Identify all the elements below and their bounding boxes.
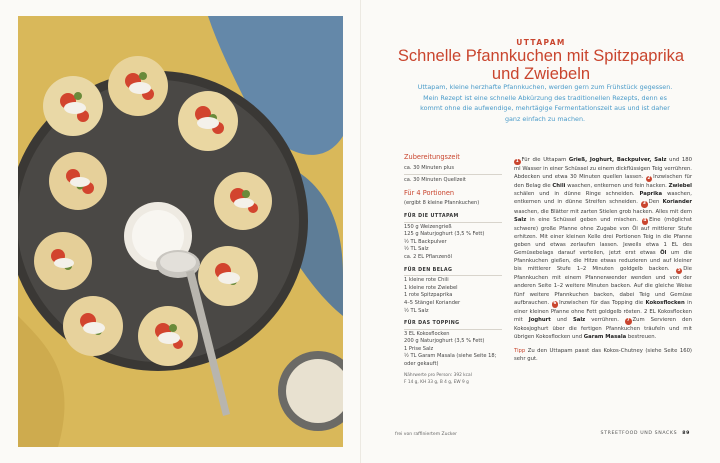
ingredient-item: ½ TL Salz xyxy=(404,246,429,253)
footer-note: frei von raffiniertem Zucker xyxy=(395,432,457,437)
step-text: Inzwischen für den Belag die xyxy=(514,174,692,190)
step-ingredient: Paprika xyxy=(639,191,663,198)
ingredient-item: 200 g Naturjoghurt (3,5 % Fett) xyxy=(404,338,485,345)
step-text: in einer kleinen Pfanne ohne Fett goldgelb rösten. 2 EL Kokosflocken mit xyxy=(514,299,693,323)
step-text: Zum Servieren den Kokosjoghurt über die fertigen Pfannkuchen träufeln und mit übrigen Kokosflocken und xyxy=(514,316,692,340)
divider xyxy=(404,174,502,175)
step-number: 4 xyxy=(643,218,647,224)
step-text: waschen, entkernen und in dünne Streifen schneiden. xyxy=(514,191,692,206)
instructions xyxy=(514,156,692,363)
step-text: Für die Uttapam xyxy=(521,157,569,163)
page-number: 89 xyxy=(682,431,690,436)
ingredient-item: ca. 2 EL Pflanzenöl xyxy=(404,253,452,260)
step-text: in eine Schüssel geben und mischen. xyxy=(526,216,642,223)
nutrition-info xyxy=(404,372,502,386)
step-ingredient: Kokosflocken xyxy=(645,299,685,306)
step-text: waschen, die Blätter mit zarten Stielen grob hacken. Alles mit dem xyxy=(514,208,692,215)
recipe-title-line1: Schnelle Pfannkuchen mit Spitzpaprika xyxy=(397,47,685,65)
ingredient-item: 3 EL Kokosflocken xyxy=(404,330,450,337)
recipe-photo xyxy=(18,16,343,447)
nutrition-line: F 14 g, KH 33 g, B 4 g, EW 9 g xyxy=(404,379,469,385)
step-text: verrühren. xyxy=(585,316,625,323)
step-ingredient: Koriander xyxy=(662,199,692,206)
step-text: und xyxy=(550,316,573,323)
step-text: Eine (möglichst schwere) große Pfanne ohne Zugabe von Öl auf mittlerer Stufe erhitzen. Mit einer kleinen Kelle drei Portionen Teig in die Pfanne geben und etwas zerlaufen lassen. Jeweils etwa 1 EL des Gemüsebelags darauf verteilen, jetzt erst etwas xyxy=(514,216,692,257)
page-gutter xyxy=(360,0,361,463)
ingredient-item: 1 Prise Salz xyxy=(404,345,434,352)
step-ingredient: Öl xyxy=(660,250,667,257)
nutrition-line: Nährwerte pro Person: 392 kcal xyxy=(404,372,472,378)
ingredient-item: ½ TL Backpulver xyxy=(404,238,447,245)
ingredient-item: ½ TL Salz xyxy=(404,307,429,314)
step-text: Die Pfannkuchen mit einem Pfannenwender wenden und von der anderen Seite 1–2 weitere Minuten backen. Auf die gleiche Weise fünf weitere Pfannkuchen backen, dabei Teig und Gemüse aufbrauchen. xyxy=(514,266,692,306)
step-ingredient: Salz xyxy=(572,316,586,323)
step-text: schälen und in dünne Ringe schneiden. xyxy=(514,191,640,198)
running-footer xyxy=(571,431,690,436)
ingredients-sidebar xyxy=(404,154,502,386)
step-number: 7 xyxy=(626,318,630,324)
step-ingredient: Grieß, Joghurt, Backpulver, Salz xyxy=(568,157,667,163)
portion-heading: Für 4 Portionen xyxy=(404,188,455,197)
step-number: 2 xyxy=(647,175,651,181)
prep-line: ca. 30 Minuten plus xyxy=(404,164,455,171)
step-text: Inzwischen für das Topping die xyxy=(559,299,646,306)
step-number: 5 xyxy=(677,267,681,273)
step-ingredient: Salz xyxy=(514,216,527,223)
step-text: um die Pfannkuchen gießen, die Hitze etwas reduzieren und auf kleiner bis mittlerer Stufe 1–2 Minuten goldgelb backen. xyxy=(514,250,692,273)
ingredient-section-title: FÜR DIE UTTAPAM xyxy=(404,213,502,223)
portion-note: (ergibt 8 kleine Pfannkuchen) xyxy=(404,200,480,207)
ingredient-item: 125 g Naturjoghurt (3,5 % Fett) xyxy=(404,231,485,238)
step-text: Den xyxy=(648,199,663,206)
prep-line: ca. 30 Minuten Quellzeit xyxy=(404,177,466,184)
prep-heading: Zubereitungszeit xyxy=(404,153,460,161)
ingredient-item: 4–5 Stängel Koriander xyxy=(404,299,461,306)
instruction-steps xyxy=(514,156,692,341)
tip xyxy=(514,347,692,363)
ingredient-item: 1 rote Spitzpaprika xyxy=(404,292,453,299)
step-number: 1 xyxy=(515,158,519,164)
ingredient-item: oder gekauft) xyxy=(404,361,439,368)
ingredient-item: 150 g Weizengrieß xyxy=(404,223,452,230)
step-ingredient: Chili xyxy=(552,183,566,190)
step-text: waschen, entkernen und fein hacken. xyxy=(565,183,669,190)
ingredient-item: 1 kleine rote Zwiebel xyxy=(404,284,458,291)
step-number: 3 xyxy=(642,201,646,207)
ingredient-section-title: FÜR DAS TOPPING xyxy=(404,320,502,330)
step-number: 6 xyxy=(553,301,557,307)
ingredient-section-title: FÜR DEN BELAG xyxy=(404,267,502,277)
ingredient-item: ½ TL Garam Masala (siehe Seite 18; xyxy=(404,353,497,360)
recipe-title xyxy=(380,47,702,83)
tip-label: Tipp xyxy=(514,348,526,355)
step-ingredient: Joghurt xyxy=(528,316,551,323)
tip-text: Zu den Uttapam passt das Kokos-Chutney (siehe Seite 160) sehr gut. xyxy=(514,348,692,363)
step-ingredient: Zwiebel xyxy=(668,183,692,190)
footer-section: STREETFOOD UND SNACKS xyxy=(600,431,678,436)
ingredient-item: 1 kleine rote Chili xyxy=(404,277,449,284)
step-ingredient: Garam Masala xyxy=(583,333,627,340)
recipe-intro: Uttapam, kleine herzhafte Pfannkuchen, werden gern zum Frühstück gegessen. Mein Rezept ist eine schnelle Abkürzung des traditionellen Rezepts, denn es kommt ohne die aufwendige, mehrtägige Fermentationszeit aus und ist daher ganz einfach zu machen. xyxy=(417,83,673,123)
step-text: und 180 ml Wasser in einer Schüssel zu einem dickflüssigen Teig verrühren. Abdecken und etwa 30 Minuten quellen lassen. xyxy=(514,157,692,181)
step-text: bestreuen. xyxy=(626,333,657,340)
recipe-kicker: UTTAPAM xyxy=(516,38,566,47)
recipe-title-line2: und Zwiebeln xyxy=(491,65,591,83)
